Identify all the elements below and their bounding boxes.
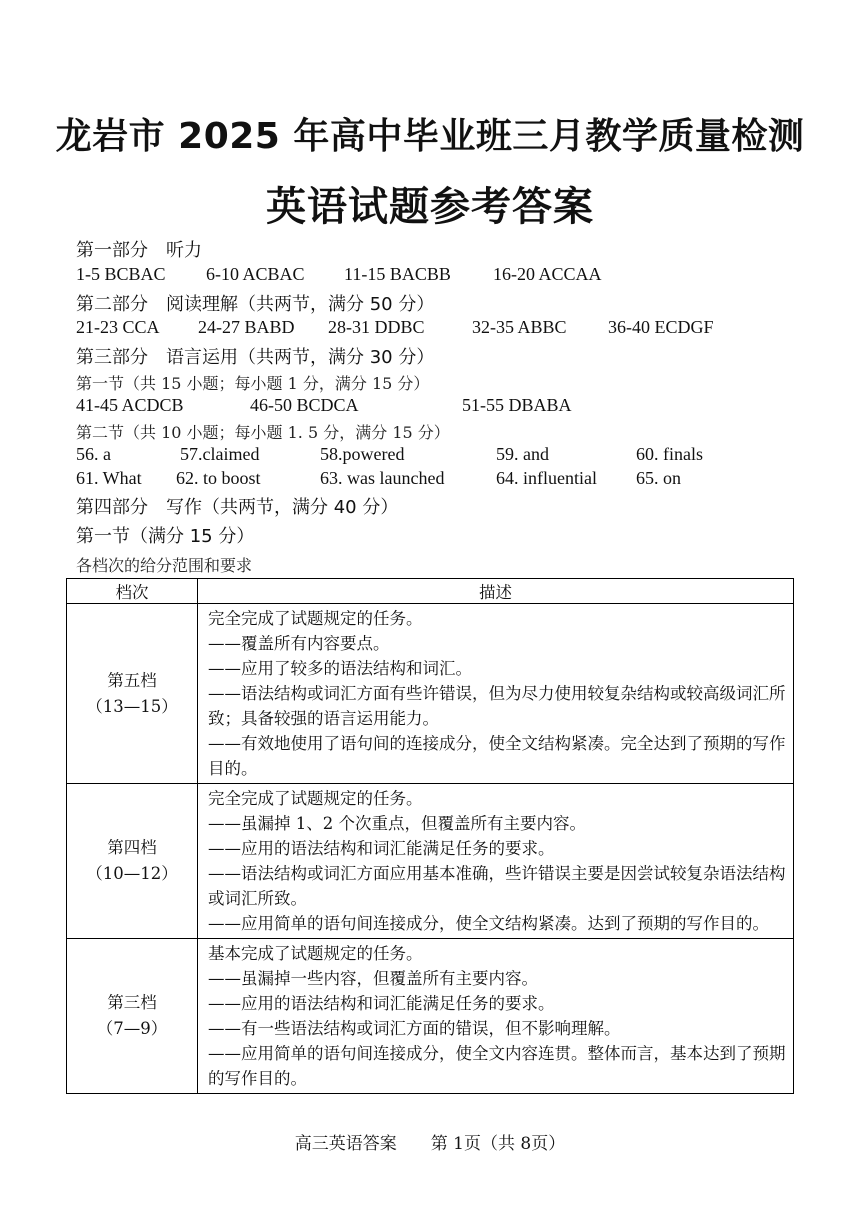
description-cell	[198, 604, 794, 784]
answer-group: 24-27 BABD	[198, 317, 295, 337]
level-cell	[67, 604, 198, 784]
answer-group: 1-5 BCBAC	[76, 264, 166, 284]
description-line: 完全完成了试题规定的任务。	[208, 609, 423, 628]
answer-item: 62. to boost	[176, 468, 261, 488]
part1-heading: 第一部分 听力	[76, 240, 202, 261]
answer-group: 16-20 ACCAA	[493, 264, 602, 284]
page-footer: 高三英语答案 第 1页（共 8页）	[294, 1134, 566, 1154]
answer-group: 21-23 CCA	[76, 317, 160, 337]
answer-group: 6-10 ACBAC	[206, 264, 305, 284]
level-name: 第五档	[107, 670, 157, 690]
answer-item: 56. a	[76, 444, 111, 464]
answer-item: 61. What	[76, 468, 142, 488]
answer-group: 36-40 ECDGF	[608, 317, 714, 337]
description-line: ——应用了较多的语法结构和词汇。	[208, 659, 472, 678]
level-range: （10—12）	[86, 864, 178, 883]
header-level: 档次	[67, 579, 198, 604]
part3-heading: 第三部分 语言运用（共两节，满分 30 分）	[76, 347, 435, 368]
level-name: 第四档	[107, 838, 157, 857]
part2-heading: 第二部分 阅读理解（共两节，满分 50 分）	[76, 294, 435, 315]
table-row	[67, 604, 794, 784]
description-line: ——应用的语法结构和词汇能满足任务的要求。	[208, 839, 555, 858]
description-line: ——虽漏掉一些内容，但覆盖所有主要内容。	[208, 969, 538, 988]
part3-section1-heading: 第一节（共 15 小题；每小题 1 分，满分 15 分）	[76, 374, 430, 393]
scoring-table	[66, 578, 794, 1094]
answer-group: 11-15 BACBB	[344, 264, 451, 284]
description-line: ——应用简单的语句间连接成分，使全文内容连贯。整体而言，基本达到了预期的写作目的。	[208, 1044, 786, 1088]
level-range: （7—9）	[96, 1019, 168, 1038]
answer-group: 28-31 DDBC	[328, 317, 425, 337]
level-cell	[67, 784, 198, 939]
description-line: 基本完成了试题规定的任务。	[208, 944, 423, 963]
description-line: ——虽漏掉 1、2 个次重点，但覆盖所有主要内容。	[208, 814, 586, 833]
description-line: ——应用简单的语句间连接成分，使全文结构紧凑。达到了预期的写作目的。	[208, 914, 769, 933]
description-line: ——有效地使用了语句间的连接成分，使全文结构紧凑。完全达到了预期的写作目的。	[208, 734, 786, 778]
answer-item: 60. finals	[636, 444, 703, 464]
description-cell	[198, 939, 794, 1094]
description-line: ——应用的语法结构和词汇能满足任务的要求。	[208, 994, 555, 1013]
answer-group: 46-50 BCDCA	[250, 395, 359, 415]
part4-section1-heading: 第一节（满分 15 分）	[76, 526, 255, 547]
description-cell	[198, 784, 794, 939]
level-range: （13—15）	[86, 696, 178, 716]
table-header-row	[67, 579, 794, 604]
table-caption: 各档次的给分范围和要求	[76, 556, 253, 575]
answer-group: 51-55 DBABA	[462, 395, 572, 415]
answer-item: 59. and	[496, 444, 549, 464]
part4-heading: 第四部分 写作（共两节，满分 40 分）	[76, 497, 399, 518]
level-cell	[67, 939, 198, 1094]
answer-item: 64. influential	[496, 468, 597, 488]
table-row	[67, 784, 794, 939]
table-row	[67, 939, 794, 1094]
level-name: 第三档	[107, 993, 157, 1012]
answer-group: 32-35 ABBC	[472, 317, 567, 337]
answer-group: 41-45 ACDCB	[76, 395, 184, 415]
document-title: 龙岩市 2025 年高中毕业班三月教学质量检测	[55, 116, 805, 157]
part3-section2-heading: 第二节（共 10 小题；每小题 1. 5 分，满分 15 分）	[76, 423, 450, 442]
document-subtitle: 英语试题参考答案	[266, 184, 594, 230]
description-line: ——语法结构或词汇方面应用基本准确，些许错误主要是因尝试较复杂语法结构或词汇所致。	[208, 864, 786, 908]
description-line: ——语法结构或词汇方面有些许错误，但为尽力使用较复杂结构或较高级词汇所致；具备较强的语言运用能力。	[208, 684, 786, 728]
answer-item: 65. on	[636, 468, 681, 488]
answer-item: 58.powered	[320, 444, 405, 464]
description-line: ——有一些语法结构或词汇方面的错误，但不影响理解。	[208, 1019, 621, 1038]
header-description: 描述	[198, 579, 794, 604]
description-line: 完全完成了试题规定的任务。	[208, 789, 423, 808]
answer-item: 57.claimed	[180, 444, 260, 464]
answer-item: 63. was launched	[320, 468, 445, 488]
description-line: ——覆盖所有内容要点。	[208, 634, 390, 653]
